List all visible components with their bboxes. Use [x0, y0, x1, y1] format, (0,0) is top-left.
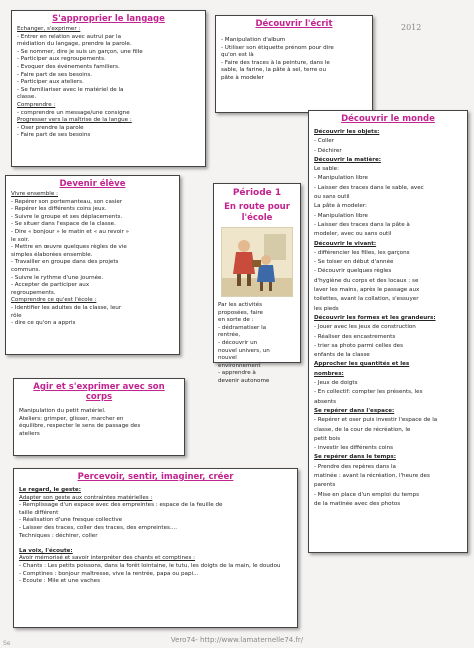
text-line	[19, 540, 292, 548]
eleve-list	[11, 191, 174, 328]
monde-title: Découvrir le monde	[341, 114, 435, 124]
text-line: Approcher les quantités et les	[314, 361, 410, 368]
text-line: - En collectif: compter les présents, les	[314, 389, 423, 396]
periode-subtitle	[218, 202, 296, 223]
text-line: enfants de la classe	[314, 352, 370, 359]
text-line: Progresser vers la maîtrise de la langue :	[17, 117, 132, 124]
text-line: Comprendre ce qu'est l'école :	[11, 297, 97, 304]
text-line: - Manipulation libre	[314, 212, 368, 219]
eleve-title: Devenir élève	[59, 179, 126, 189]
periode-body-line: rentrée,	[218, 332, 241, 339]
agir-title	[19, 382, 179, 402]
corner-mark: Se	[3, 640, 11, 647]
text-line: - comprendre un message/une consigne	[17, 109, 130, 116]
text-line: - Manipulation d'album	[221, 37, 286, 43]
text-line: - Se toiser en début d'année	[314, 259, 394, 266]
text-line: - Suivre le rythme d'une journée.	[11, 274, 104, 281]
text-line: - Repérer son portemanteau, son casier	[11, 198, 123, 205]
text-line: - Déchirer	[314, 147, 342, 154]
eleve-box	[5, 175, 180, 355]
periode-body-line: Par les activités	[218, 302, 262, 308]
text-line: Le regard, le geste:	[19, 487, 81, 493]
periode-body-line: devenir autonome	[218, 377, 270, 384]
text-line: Avoir mémorisé et savoir interpréter des chants et comptines :	[19, 555, 196, 562]
ecrit-title: Découvrir l'écrit	[255, 19, 333, 29]
text-line: matinée : avant la récréation, l'heure des	[314, 472, 430, 479]
text-line: simples élaborées ensemble.	[11, 251, 93, 258]
text-line: modeler, avec ou sans outil	[314, 231, 392, 238]
footer-credit: Vero74- http://www.lamaternelle74.fr/	[170, 636, 304, 644]
text-line: laver les mains, après le passage aux	[314, 287, 420, 294]
text-line: ou sans outil	[314, 194, 350, 201]
agir-list	[19, 408, 179, 438]
text-line: La voix, l'écoute:	[19, 547, 73, 554]
text-line: Ateliers: grimper, glisser, marcher en	[19, 415, 124, 422]
text-line: Découvrir les objets:	[314, 129, 380, 135]
text-line: parents	[314, 482, 336, 489]
text-line: nombres:	[314, 370, 344, 377]
text-line: - Jeux de doigts	[314, 380, 358, 387]
text-line: - Faire part de ses besoins	[17, 132, 91, 139]
periode-box	[213, 183, 301, 384]
text-line: - Evoquer des événements familiers.	[17, 63, 120, 70]
text-line: - Participer aux regroupements.	[17, 56, 106, 63]
periode-title: Période 1	[232, 188, 282, 198]
agir-title-line: Agir et s'exprimer avec son	[33, 382, 165, 392]
text-line: - Oser prendre la parole	[17, 124, 84, 131]
text-line: - Jouer avec les jeux de construction	[314, 324, 416, 331]
text-line: rôle	[11, 312, 22, 319]
text-line: sable, la farine, la pâte à sel, terre ou	[221, 67, 327, 74]
text-line: Vivre ensemble :	[11, 191, 58, 197]
periode-body-line: environnement	[218, 362, 261, 369]
text-line: absents	[314, 398, 336, 405]
text-line: - Découvrir quelques règles	[314, 268, 392, 275]
text-line: regroupements.	[11, 289, 56, 296]
text-line: - Se familiariser avec le matériel de la	[17, 86, 124, 93]
text-line: petit bois	[314, 435, 341, 442]
school-illustration	[221, 227, 293, 297]
periode-body-line: - découvrir un	[218, 339, 258, 346]
text-line: - investir les différents coins	[314, 445, 394, 452]
text-line: Le sable:	[314, 166, 340, 173]
text-line: le soir.	[11, 236, 30, 243]
text-line: - Ecoute : Mile et une vaches	[19, 578, 101, 585]
text-line: - Entrer en relation avec autrui par la	[17, 33, 122, 40]
text-line: taille différent	[19, 509, 59, 516]
text-line: - Utiliser son étiquette prénom pour dire	[221, 44, 334, 51]
text-line: La pâte à modeler:	[314, 203, 367, 210]
periode-body-line: - dédramatiser la	[218, 324, 267, 331]
text-line: - Se nommer, dire je suis un garçon, une fille	[17, 48, 143, 55]
text-line: - Laisser des traces dans la pâte à	[314, 221, 410, 228]
text-line: - Chants : Les petits poissons, dans la forêt lointaine, le tutu, les doigts de la main, le doudou	[19, 562, 281, 569]
text-line: - Coller	[314, 138, 334, 145]
text-line: - Dire « bonjour » le matin et « au revoir »	[11, 228, 130, 235]
text-line: toilettes, avant la collation, s'essuyer	[314, 296, 419, 303]
monde-list	[314, 128, 462, 509]
periode-body-line: nouvel	[218, 355, 237, 362]
text-line: Découvrir les formes et les grandeurs:	[314, 314, 436, 321]
monde-box	[308, 110, 468, 553]
text-line: - Manipulation libre	[314, 175, 368, 182]
text-line: Techniques : déchirer, coller	[19, 532, 98, 539]
text-line: Echanger, s'exprimer :	[17, 26, 81, 32]
text-line: - Mettre en œuvre quelques règles de vie	[11, 244, 127, 251]
periode-subtitle-line: En route pour	[224, 202, 290, 212]
text-line: - Faire part de ses besoins.	[17, 71, 93, 78]
text-line: - Comptines : bonjour maîtresse, vive la rentrée, papa ou papi...	[19, 570, 199, 577]
text-line: - Laisser des traces dans le sable, avec	[314, 184, 424, 191]
text-line: - trier sa photo parmi celles des	[314, 342, 404, 349]
text-line: pâte à modeler	[221, 74, 264, 81]
periode-body-line: - apprendre à	[218, 370, 256, 377]
text-line: Manipulation du petit matériel.	[19, 408, 106, 414]
text-line: - Suivre le groupe et ses déplacements.	[11, 213, 123, 220]
text-line: Se repérer dans le temps:	[314, 454, 396, 461]
text-line: les pieds	[314, 305, 339, 312]
text-line: Découvrir la matière:	[314, 156, 382, 163]
periode-body	[218, 302, 296, 386]
langage-list	[17, 26, 200, 140]
langage-title: S'approprier le langage	[52, 14, 165, 24]
text-line: - Participer aux ateliers.	[17, 79, 84, 86]
text-line: Adapter son geste aux contraintes matérielles :	[19, 494, 153, 501]
text-line: classe, de la cour de récréation, le	[314, 426, 411, 433]
text-line: Se repérer dans l'espace:	[314, 407, 395, 414]
text-line: - Travailler en groupe dans des projets	[11, 259, 119, 266]
text-line: Comprendre :	[17, 101, 56, 108]
text-line: - Mise en place d'un emploi du temps	[314, 491, 420, 498]
agir-title-line: corps	[85, 392, 113, 402]
text-line: médiation du langage, prendre la parole.	[17, 41, 132, 48]
text-line: ateliers	[19, 430, 40, 437]
text-line: d'hygiène du corps et des locaux : se	[314, 277, 419, 284]
text-line: - Remplissage d'un espace avec des empreintes : espace de la feuille de	[19, 502, 223, 509]
text-line: classe.	[17, 94, 37, 101]
text-line: communs.	[11, 266, 41, 273]
text-line: - Laisser des traces, coller des traces, des empreintes....	[19, 524, 178, 531]
text-line: - dire ce qu'on a appris	[11, 320, 76, 327]
text-line: de la matinée avec des photos	[314, 500, 401, 507]
text-line: - Accepter de participer aux	[11, 282, 90, 289]
text-line: - Réalisation d'une fresque collective	[19, 517, 123, 524]
percevoir-list	[19, 487, 292, 586]
text-line: Découvrir le vivant:	[314, 240, 377, 247]
agir-box	[13, 378, 185, 456]
text-line: - Faire des traces à la peinture, dans le	[221, 59, 330, 66]
ecrit-list	[221, 37, 367, 83]
percevoir-title: Percevoir, sentir, imaginer, créer	[77, 472, 234, 482]
text-line: qu'on est là	[221, 52, 254, 59]
periode-body-line: nouvel univers, un	[218, 347, 270, 354]
text-line: - Repérer les différents coins jeux.	[11, 206, 107, 213]
text-line: - Identifier les adultes de la classe, leur	[11, 304, 122, 311]
text-line: - Repérer et oser puis investir l'espace de la	[314, 417, 438, 424]
periode-body-line: proposées, faire	[218, 309, 263, 316]
text-line: - Se situer dans l'espace de la classe.	[11, 221, 116, 228]
percevoir-box	[13, 468, 298, 628]
text-line: - Prendre des repères dans la	[314, 463, 396, 470]
year-label: 2012	[401, 23, 422, 32]
langage-box	[11, 10, 206, 167]
text-line: équilibre, respecter le sens de passage des	[19, 423, 141, 430]
text-line: - Réaliser des encastrements	[314, 333, 396, 340]
text-line: - différencier les filles, les garçons	[314, 249, 410, 256]
periode-body-line: en sorte de :	[218, 317, 254, 324]
periode-subtitle-line: l'école	[241, 212, 273, 223]
ecrit-box	[215, 15, 373, 113]
